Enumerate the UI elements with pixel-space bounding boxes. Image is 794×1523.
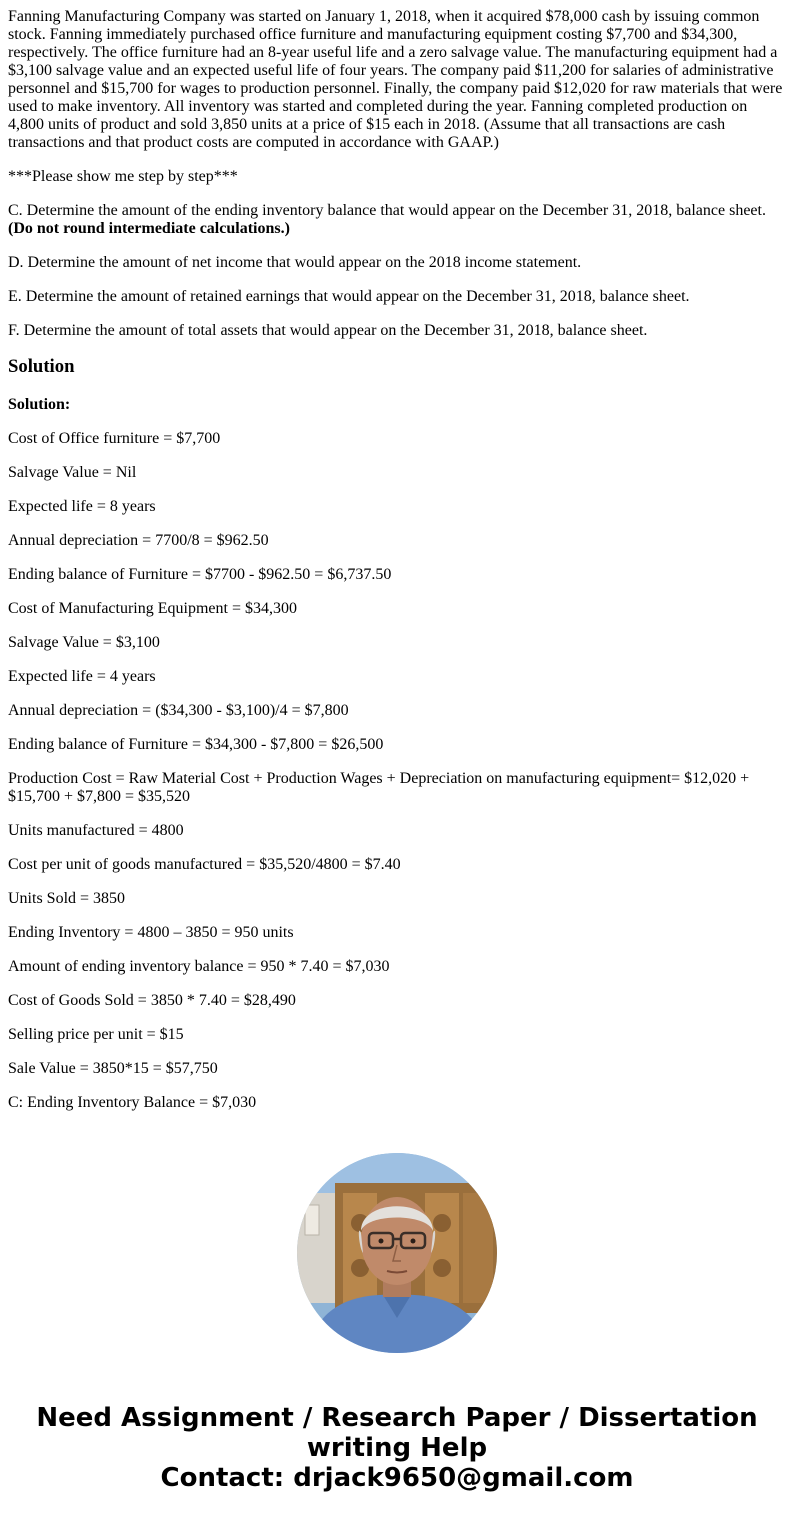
document-body [8,8,786,1128]
solution-line: Annual depreciation = ($34,300 - $3,100)/4 = $7,800 [8,702,349,719]
solution-line: Cost per unit of goods manufactured = $35,520/4800 = $7.40 [8,856,401,873]
solution-line: Salvage Value = Nil [8,464,137,481]
solution-heading: Solution [8,356,75,377]
solution-line: Ending Inventory = 4800 – 3850 = 950 units [8,924,294,941]
solution-line: Selling price per unit = $15 [8,1026,184,1043]
solution-line: Expected life = 8 years [8,498,156,515]
author-photo [297,1153,497,1353]
question-part-d: D. Determine the amount of net income that would appear on the 2018 income statement. [8,254,582,271]
question-part-e: E. Determine the amount of retained earnings that would appear on the December 31, 2018, balance sheet. [8,288,690,305]
solution-line: Annual depreciation = 7700/8 = $962.50 [8,532,269,549]
solution-line: Salvage Value = $3,100 [8,634,160,651]
question-note: ***Please show me step by step*** [8,168,238,185]
promo-contact-email: Contact: drjack9650@gmail.com [160,1463,634,1493]
question-part-c [8,202,786,238]
part-c-text: C. Determine the amount of the ending inventory balance that would appear on the December 31, 2018, balance sheet. [8,202,766,219]
contact-banner [0,1403,794,1493]
solution-line: Units manufactured = 4800 [8,822,184,839]
solution-line: Production Cost = Raw Material Cost + Production Wages + Depreciation on manufacturing equipment= $12,020 + $15,700 + $7,800 = $35,520 [8,770,750,805]
author-portrait-icon [297,1153,497,1353]
question-part-f: F. Determine the amount of total assets that would appear on the December 31, 2018, balance sheet. [8,322,648,339]
solution-line: Ending balance of Furniture = $34,300 - $7,800 = $26,500 [8,736,384,753]
solution-line: Amount of ending inventory balance = 950 * 7.40 = $7,030 [8,958,390,975]
solution-line: Expected life = 4 years [8,668,156,685]
solution-line: Cost of Manufacturing Equipment = $34,300 [8,600,297,617]
part-c-bold-note: (Do not round intermediate calculations.) [8,220,290,237]
solution-line: Sale Value = 3850*15 = $57,750 [8,1060,218,1077]
promo-line-2: writing Help [306,1433,488,1463]
solution-subheading: Solution: [8,396,71,413]
promo-line-1: Need Assignment / Research Paper / Dissertation [36,1403,758,1433]
solution-line: Cost of Office furniture = $7,700 [8,430,221,447]
solution-line: C: Ending Inventory Balance = $7,030 [8,1094,257,1111]
question-paragraph: Fanning Manufacturing Company was started on January 1, 2018, when it acquired $78,000 cash by issuing common stock. Fanning immediately purchased office furniture and manufacturing equipment costing $7,700 and $34,300, respectively. The office furniture had an 8-year useful life and a zero salvage value. The manufacturing equipment had a $3,100 salvage value and an expected useful life of four years. The company paid $11,200 for salaries of administrative personnel and $15,700 for wages to production personnel. Finally, the company paid $12,020 for raw materials that were used to make inventory. All inventory was started and completed during the year. Fanning completed production on 4,800 units of product and sold 3,850 units at a price of $15 each in 2018. (Assume that all transactions are cash transactions and that product costs are computed in accordance with GAAP.) [8,8,783,151]
solution-line: Units Sold = 3850 [8,890,126,907]
solution-line: Ending balance of Furniture = $7700 - $962.50 = $6,737.50 [8,566,392,583]
solution-line: Cost of Goods Sold = 3850 * 7.40 = $28,490 [8,992,296,1009]
